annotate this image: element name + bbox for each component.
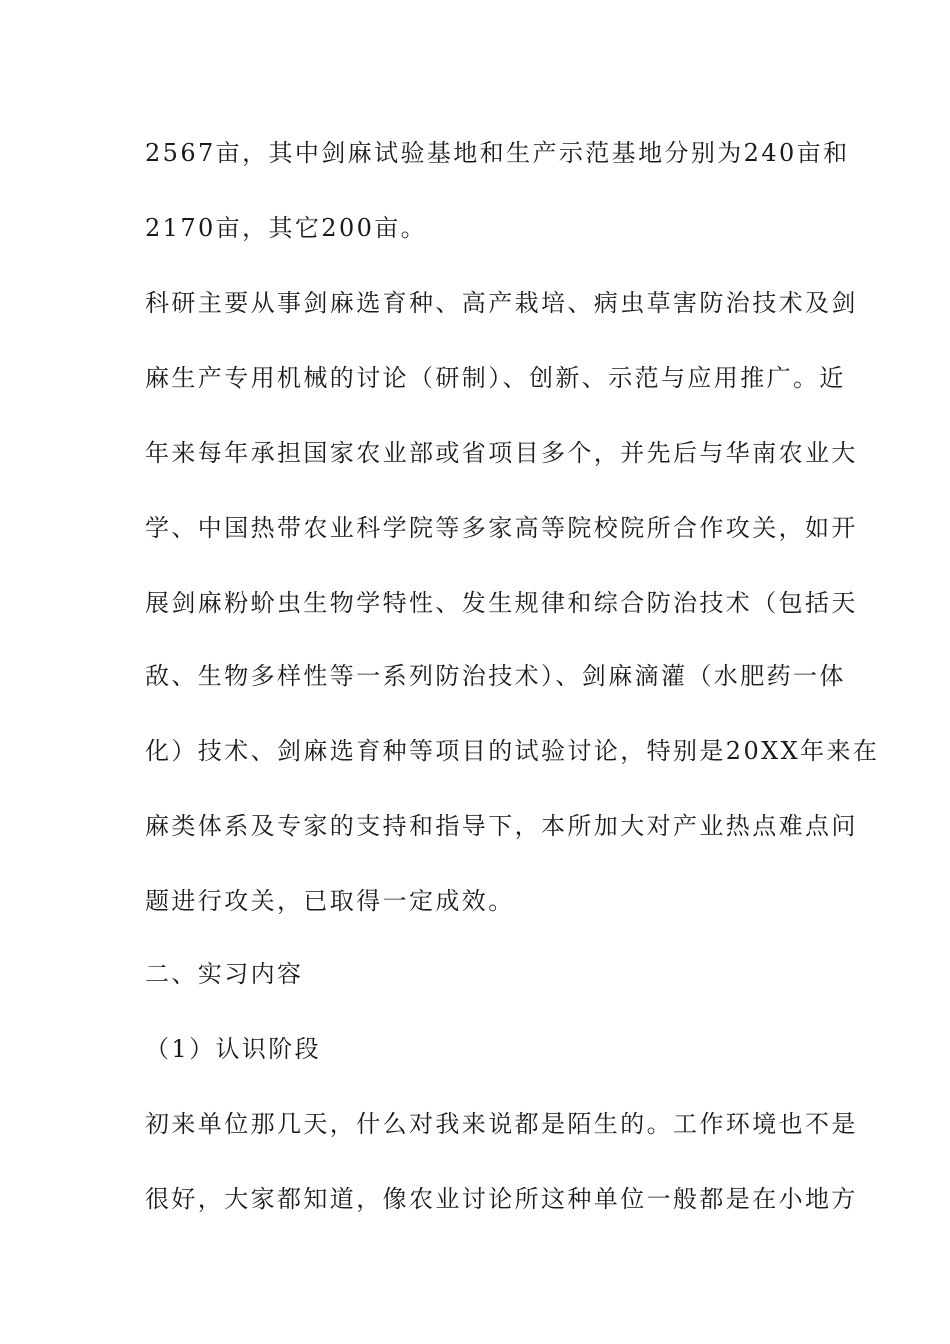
paragraph-line: 学、中国热带农业科学院等多家高等院校院所合作攻关，如开	[145, 514, 858, 542]
paragraph-line: 化）技术、剑麻选育种等项目的试验讨论，特别是20XX年来在	[145, 737, 880, 765]
paragraph-line: 敌、生物多样性等一系列防治技术）、剑麻滴灌（水肥药一体	[145, 662, 846, 690]
paragraph-line: 科研主要从事剑麻选育种、高产栽培、病虫草害防治技术及剑	[145, 289, 858, 317]
paragraph-line: 年来每年承担国家农业部或省项目多个，并先后与华南农业大	[145, 439, 858, 467]
paragraph-line: 题进行攻关，已取得一定成效。	[145, 887, 515, 915]
paragraph-line: 很好，大家都知道，像农业讨论所这种单位一般都是在小地方	[145, 1185, 858, 1213]
paragraph-line: 2567亩，其中剑麻试验基地和生产示范基地分别为240亩和	[145, 139, 850, 167]
section-heading: 二、实习内容	[145, 960, 304, 988]
paragraph-line: 麻类体系及专家的支持和指导下，本所加大对产业热点难点问	[145, 812, 858, 840]
paragraph-line: 2170亩，其它200亩。	[145, 214, 428, 242]
paragraph-line: 初来单位那几天，什么对我来说都是陌生的。工作环境也不是	[145, 1110, 858, 1138]
subsection-heading: （1）认识阶段	[145, 1035, 322, 1063]
paragraph-line: 麻生产专用机械的讨论（研制）、创新、示范与应用推广。近	[145, 364, 846, 392]
paragraph-line: 展剑麻粉蚧虫生物学特性、发生规律和综合防治技术（包括天	[145, 589, 858, 617]
